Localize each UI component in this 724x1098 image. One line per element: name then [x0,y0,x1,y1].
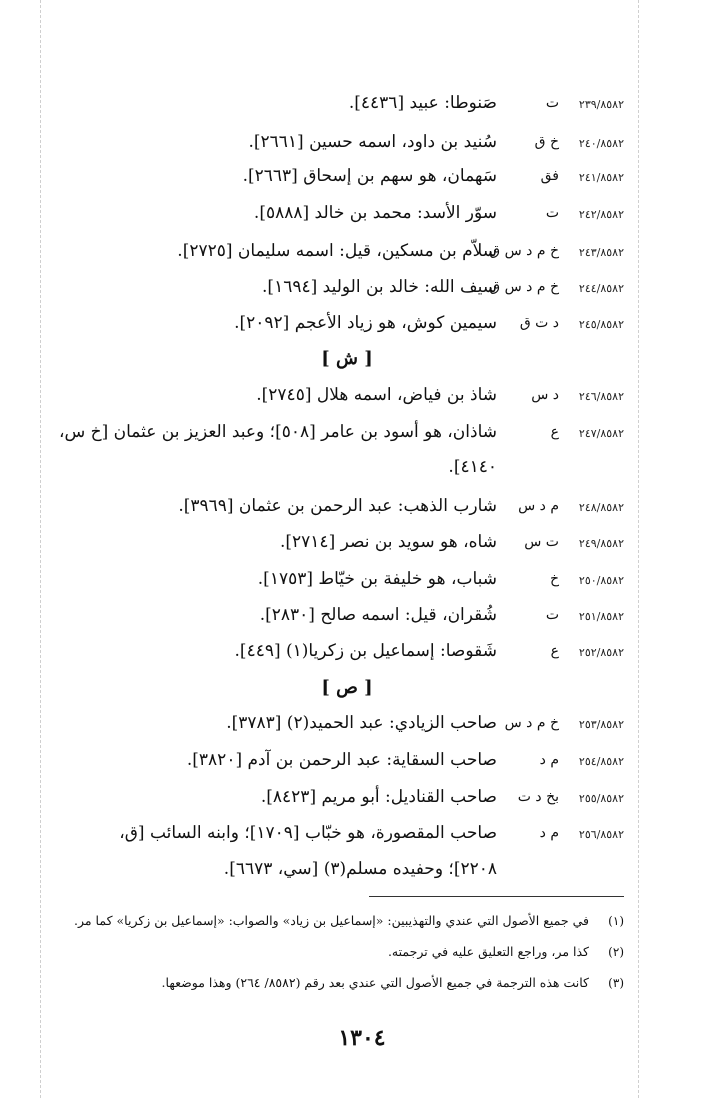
entry-row [0,165,724,195]
entry-text: شاذان، هو أسود بن عامر [٥٠٨]؛ وعبد العزيز بن عثمان [خ س، [58,422,497,442]
footnote [0,943,724,965]
entry-number: ٢٥١/٨٥٨٢ [578,610,624,623]
entry-text: سلاّم بن مسكين، قيل: اسمه سليمان [٢٧٢٥]. [177,241,497,261]
section-heading-sad: [ ص ] [321,677,373,698]
entry-continuation [0,456,724,486]
entry-number: ٢٥٦/٨٥٨٢ [578,828,624,841]
entry-number: ٢٤٣/٨٥٨٢ [578,246,624,259]
entry-number: ٢٥٢/٨٥٨٢ [578,646,624,659]
entry-number: ٢٤٠/٨٥٨٢ [578,137,624,150]
footnote-number: (١) [608,914,624,928]
entry-text: سوّر الأسد: محمد بن خالد [٥٨٨٨]. [253,203,497,223]
entry-row [0,495,724,525]
entry-text: صاحب الزيادي: عبد الحميد(٢) [٣٧٨٣]. [226,713,497,733]
entry-number: ٢٤٥/٨٥٨٢ [578,318,624,331]
entry-row [0,276,724,306]
entry-text: شُقران، قيل: اسمه صالح [٢٨٣٠]. [259,605,497,625]
entry-row [0,822,724,852]
entry-text: سيف الله: خالد بن الوليد [١٦٩٤]. [262,277,497,297]
entry-symbols: ت [545,607,559,623]
entry-symbols: م د [539,825,559,841]
entry-symbols: خ [549,571,559,587]
entry-number: ٢٤١/٨٥٨٢ [578,171,624,184]
entry-text: صاحب المقصورة، هو خبّاب [١٧٠٩]؛ وابنه السائب [ق، [119,823,497,843]
entry-symbols: ت [545,95,559,111]
entry-row [0,92,724,122]
footnote-number: (٣) [608,976,624,990]
entry-row [0,240,724,270]
entry-row [0,421,724,451]
entry-text: سيمين كوش، هو زياد الأعجم [٢٠٩٢]. [234,313,497,333]
footnote-text: كانت هذه الترجمة في جميع الأصول التي عندي بعد رقم (٨٥٨٢/ ٢٦٤) وهذا موضعها. [161,975,589,990]
entry-text: شباب، هو خليفة بن خيّاط [١٧٥٣]. [257,569,497,589]
entry-number: ٢٤٨/٨٥٨٢ [578,501,624,514]
entry-continuation [0,858,724,888]
entry-row [0,712,724,742]
entry-text: سُنيد بن داود، اسمه حسين [٢٦٦١]. [248,132,497,152]
entry-symbols: بخ د ت [517,789,559,805]
entry-row [0,749,724,779]
footnote [0,912,724,934]
entry-symbols: د س [531,387,559,403]
entry-number: ٢٤٢/٨٥٨٢ [578,208,624,221]
entry-text: سَهمان، هو سهم بن إسحاق [٢٦٦٣]. [242,166,497,186]
entry-row [0,202,724,232]
entry-symbols: ت [545,205,559,221]
entry-symbols: خ م د س ق [489,243,559,259]
entry-row [0,640,724,670]
entry-number: ٢٤٤/٨٥٨٢ [578,282,624,295]
entry-symbols: خ م د س ق [489,279,559,295]
entry-number: ٢٤٦/٨٥٨٢ [578,390,624,403]
footnote-text: كذا مر، وراجع التعليق عليه في ترجمته. [387,944,589,959]
entry-symbols: خ م د س [504,715,559,731]
entry-symbols: م د س [518,498,559,514]
entry-row [0,786,724,816]
entry-row [0,568,724,598]
entry-text: صَنوطا: عبيد [٤٤٣٦]. [348,93,497,113]
entry-row [0,531,724,561]
entry-text-continued: ٤١٤٠]. [448,457,497,477]
entry-text: شارب الذهب: عبد الرحمن بن عثمان [٣٩٦٩]. [178,496,497,516]
entry-number: ٢٥٣/٨٥٨٢ [578,718,624,731]
page-number: ١٣٠٤ [338,1025,386,1051]
entry-symbols: ع [550,643,559,659]
section-heading-shin: [ ش ] [321,348,373,369]
entry-text: شاذ بن فياض، اسمه هلال [٢٧٤٥]. [256,385,497,405]
entry-number: ٢٥٥/٨٥٨٢ [578,792,624,805]
footnote [0,974,724,996]
entry-row [0,604,724,634]
entry-symbols: خ ق [534,134,559,150]
entry-symbols: ت س [524,534,559,550]
entry-row [0,312,724,342]
entry-number: ٢٥٤/٨٥٨٢ [578,755,624,768]
entry-symbols: م د [539,752,559,768]
entry-number: ٢٣٩/٨٥٨٢ [578,98,624,111]
entry-symbols: د ت ق [519,315,559,331]
entry-text: صاحب القناديل: أبو مريم [٨٤٢٣]. [260,787,497,807]
footnote-separator [369,896,624,897]
entry-number: ٢٤٧/٨٥٨٢ [578,427,624,440]
entry-number: ٢٤٩/٨٥٨٢ [578,537,624,550]
entry-row [0,131,724,161]
entry-symbols: ع [550,424,559,440]
footnote-text: في جميع الأصول التي عندي والتهذيبين: «إسماعيل بن زياد» والصواب: «إسماعيل بن زكريا» كما مر. [74,913,589,928]
footnote-number: (٢) [608,945,624,959]
entry-text: شاه، هو سويد بن نصر [٢٧١٤]. [279,532,497,552]
entry-number: ٢٥٠/٨٥٨٢ [578,574,624,587]
entry-text: صاحب السقاية: عبد الرحمن بن آدم [٣٨٢٠]. [186,750,497,770]
entry-symbols: فق [540,168,559,184]
entry-text: شَقوصا: إسماعيل بن زكريا(١) [٤٤٩]. [234,641,497,661]
entry-row [0,384,724,414]
entry-text-continued: ٢٢٠٨]؛ وحفيده مسلم(٣) [سي، ٦٦٧٣]. [223,859,497,879]
